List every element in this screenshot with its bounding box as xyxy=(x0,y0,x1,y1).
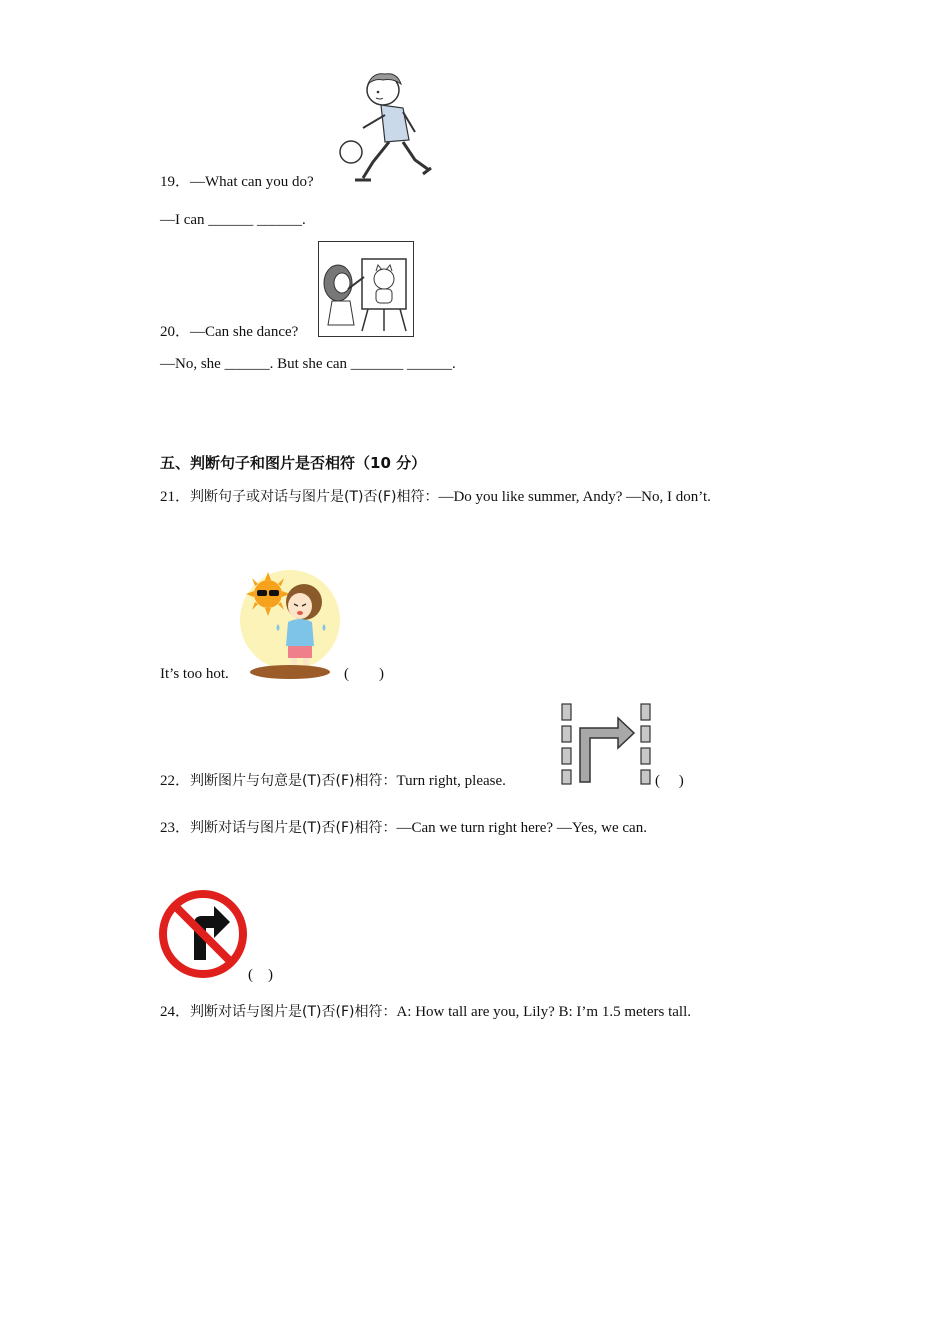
turn-right-road-image xyxy=(560,702,654,788)
q19-question: 19．—What can you do? xyxy=(160,174,314,190)
q24-line xyxy=(160,1002,691,1022)
q23-answer-blank[interactable]: ( ) xyxy=(248,967,273,983)
q24-dialog: A: How tall are you, Lily? B: I’m 1.5 meters tall. xyxy=(396,1004,691,1020)
hot-girl-sun-image xyxy=(238,566,344,682)
q23-prompt: 判断对话与图片是(T)否(F)相符： xyxy=(190,820,397,836)
q20-answer: —No, she ______. But she can _______ ______. xyxy=(160,356,456,372)
q22-answer-blank[interactable]: ( ) xyxy=(655,773,684,789)
q23-number: 23． xyxy=(160,820,191,836)
q22-line xyxy=(160,771,506,791)
q20-question: 20．—Can she dance? xyxy=(160,324,299,340)
q21-prompt: 判断句子或对话与图片是(T)否(F)相符： xyxy=(190,489,439,505)
q21-caption: It’s too hot. xyxy=(160,666,229,682)
q21-line xyxy=(160,487,711,507)
q21-number: 21． xyxy=(160,489,191,505)
q19-answer: —I can ______ ______. xyxy=(160,212,306,228)
q21-answer-blank[interactable]: ( ) xyxy=(344,666,384,682)
section-five-heading: 五、判断句子和图片是否相符（10 分） xyxy=(160,454,427,472)
q22-number: 22． xyxy=(160,773,191,789)
q22-sentence: Turn right, please. xyxy=(396,773,506,789)
boy-bouncing-ball-image xyxy=(333,70,435,188)
q23-dialog: —Can we turn right here? —Yes, we can. xyxy=(396,820,647,836)
q24-number: 24． xyxy=(160,1004,191,1020)
girl-drawing-image xyxy=(318,241,414,337)
q21-dialog: —Do you like summer, Andy? —No, I don’t. xyxy=(438,489,711,505)
q23-line xyxy=(160,818,647,838)
q24-prompt: 判断对话与图片是(T)否(F)相符： xyxy=(190,1004,397,1020)
q22-prompt: 判断图片与句意是(T)否(F)相符： xyxy=(190,773,397,789)
no-right-turn-sign-image xyxy=(158,888,248,980)
